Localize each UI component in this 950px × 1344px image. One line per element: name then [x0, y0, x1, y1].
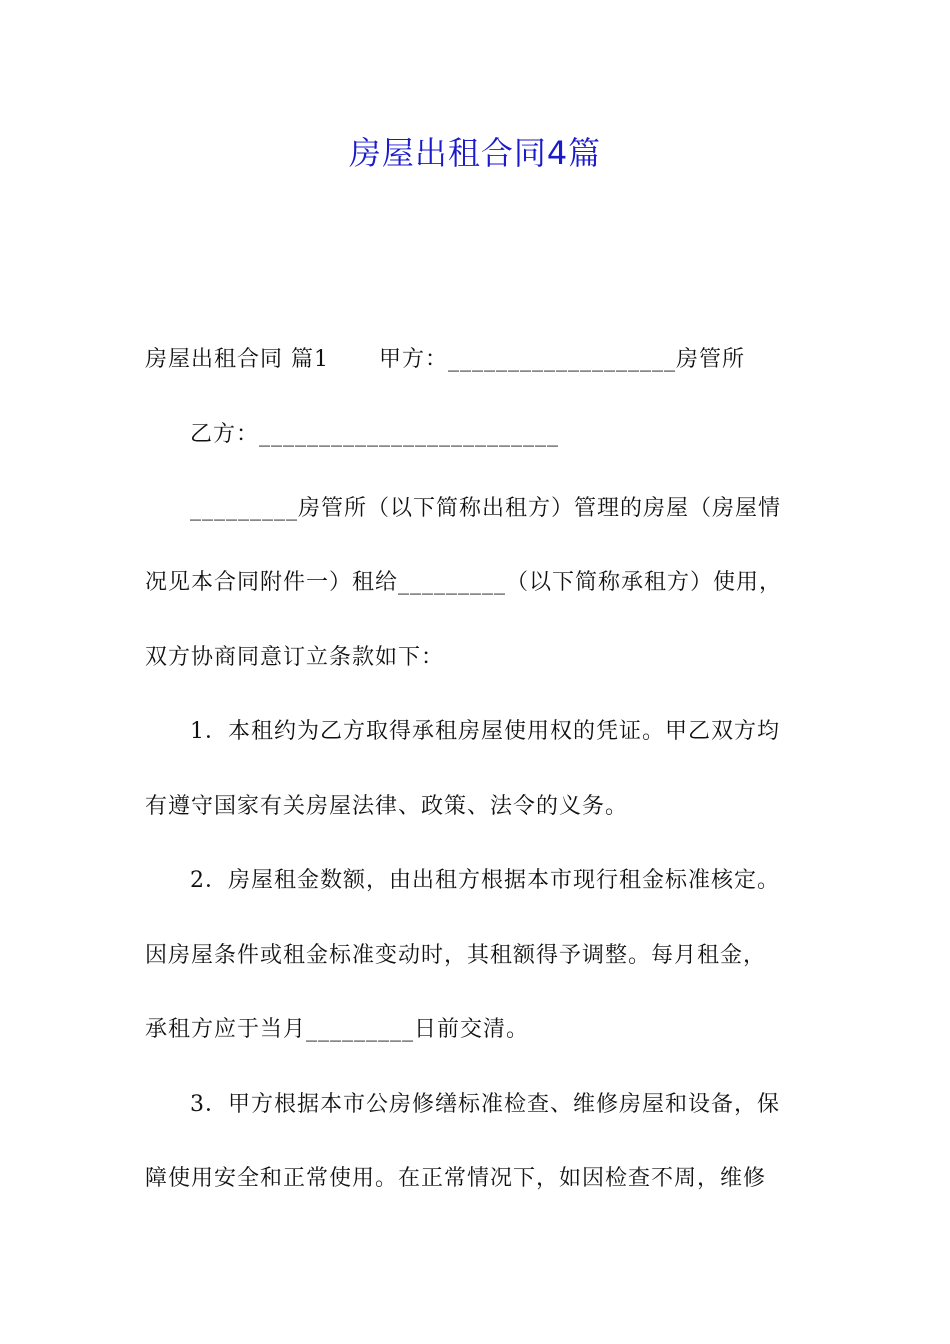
- party-a-line: 甲方：___________________房管所: [379, 347, 746, 372]
- clause-2-line: 承租方应于当月_________日前交清。: [145, 1017, 530, 1042]
- clause-1-line: 有遵守国家有关房屋法律、政策、法令的义务。: [145, 794, 629, 819]
- clause-3-line: 障使用安全和正常使用。在正常情况下，如因检查不周，维修: [145, 1166, 767, 1191]
- clause-2-line: 因房屋条件或租金标准变动时，其租额得予调整。每月租金，: [145, 943, 767, 968]
- paragraph-line: 双方协商同意订立条款如下：: [145, 645, 445, 670]
- paragraph-line: 况见本合同附件一）租给_________（以下简称承租方）使用，: [145, 570, 783, 595]
- document-title: 房屋出租合同4篇: [348, 134, 602, 172]
- clause-3-line: 3．甲方根据本市公房修缮标准检查、维修房屋和设备，保: [190, 1092, 780, 1117]
- clause-1-line: 1．本租约为乙方取得承租房屋使用权的凭证。甲乙双方均: [190, 719, 780, 744]
- heading-line: [145, 345, 745, 375]
- section-heading: 房屋出租合同 篇1: [145, 347, 329, 372]
- party-b-line: 乙方：_________________________: [190, 422, 560, 447]
- paragraph-line: _________房管所（以下简称出租方）管理的房屋（房屋情: [190, 496, 782, 521]
- clause-2-line: 2．房屋租金数额，由出租方根据本市现行租金标准核定。: [190, 868, 780, 893]
